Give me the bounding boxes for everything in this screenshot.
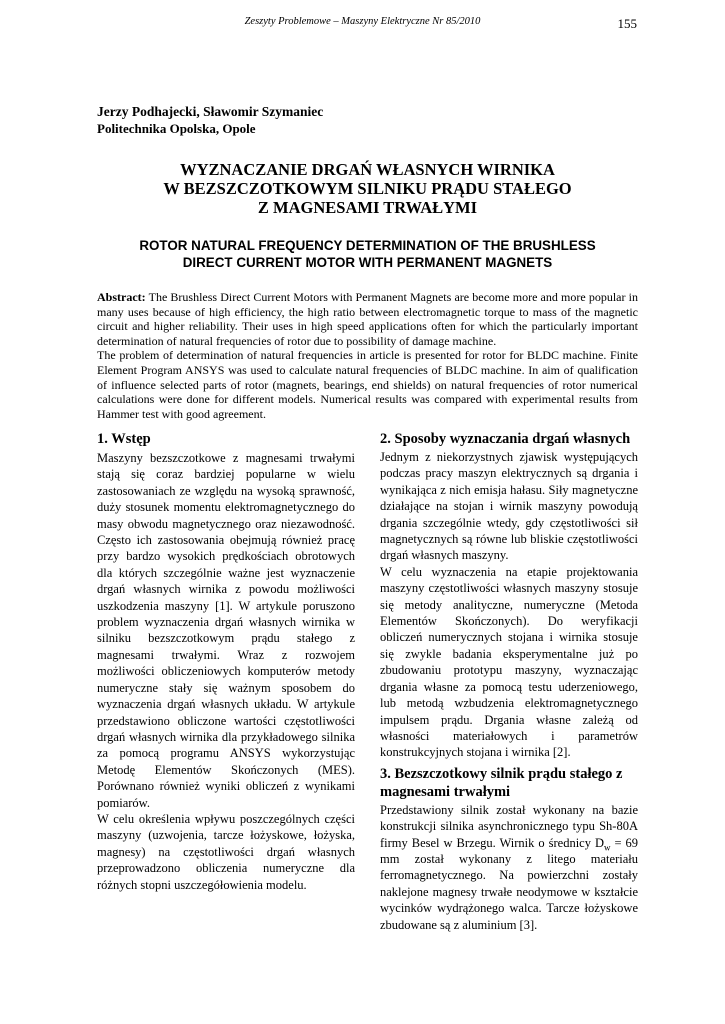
page-number: 155 bbox=[617, 16, 637, 31]
section-1-heading: 1. Wstęp bbox=[97, 431, 151, 447]
title-polish-line-2: W BEZSZCZOTKOWYM SILNIKU PRĄDU STAŁEGO bbox=[163, 179, 572, 198]
title-polish-line-1: WYZNACZANIE DRGAŃ WŁASNYCH WIRNIKA bbox=[180, 160, 555, 179]
section-1-paragraph-2: W celu określenia wpływu poszczególnych części maszyny (uzwojenia, tarcze łożyskowe, łożyska, magnesy) na częstotliwości drgań własnych przeprowadzono obliczenia numeryczne dla różnych stopni uszczegółowienia modelu. bbox=[97, 811, 355, 892]
section-1-paragraph-1: Maszyny bezszczotkowe z magnesami trwałymi stają się coraz bardziej popularne w wielu zastosowaniach ze względu na wysoką sprawność, duży stosunek momentu elektromagnetycznego do masy obwodu magnetycznego oraz niezawodność. Często ich zastosowania obejmują również pracę przy bardzo wysokich prędkościach obrotowych dla których szczególnie ważne jest wyznaczenie drgań własnych wirnika z powodu możliwości uszkodzenia maszyny [1]. W artykule poruszono problem wyznaczenia drgań własnych wirnika w silniku bezszczotkowym prądu stałego z magnesami trwałymi. Wraz z rozwojem możliwości obliczeniowych komputerów metody numeryczne stały się ważnym sposobem do wyznaczenia drgań własnych układu. W artykule przedstawiono obliczone wartości częstotliwości drgań własnych wirnika dla przykładowego silnika za pomocą programu ANSYS wykorzystując Metodę Elementów Skończonych (MES). Porównano również wyniki obliczeń z wynikami pomiarów. bbox=[97, 451, 355, 810]
abstract-label: Abstract: bbox=[97, 290, 146, 304]
right-column bbox=[380, 430, 638, 933]
title-english-line-2: DIRECT CURRENT MOTOR WITH PERMANENT MAGNETS bbox=[182, 255, 553, 270]
title-english bbox=[97, 237, 638, 271]
abstract-paragraph-1 bbox=[97, 290, 638, 348]
section-3-text-a: Przedstawiony silnik został wykonany na bazie konstrukcji silnika asynchronicznego typu Sh-80A firmy Besel w Brzegu. Wirnik o średnicy D bbox=[380, 802, 638, 850]
journal-header: Zeszyty Problemowe – Maszyny Elektryczne Nr 85/2010 bbox=[244, 16, 481, 27]
abstract-paragraph-2: The problem of determination of natural frequencies in article is presented for rotor for BLDC machine. Finite Element Program ANSYS was used to calculate natural frequencies of BLDC machine. In aim of qualification of influence selected parts of rotor (magnets, bearings, end shields) on natural frequencies of rotor numerical calculations were done for different models. Numerical results was compared with experimental results from Hammer test with good agreement. bbox=[97, 348, 638, 421]
affiliation: Politechnika Opolska, Opole bbox=[97, 121, 256, 136]
left-column bbox=[97, 430, 355, 893]
section-2-paragraph-2: W celu wyznaczenia na etapie projektowania maszyny częstotliwości własnych maszyny stosuje się metody analityczne, numeryczne (Metoda Elementów Skończonych). Do weryfikacji obliczeń numerycznych stojana i wirnika stosuje się zwykle badania eksperymentalne już po zbudowaniu prototypu maszyny, wyznaczając drgania własne za pomocą testu uderzeniowego, lub metodą wzbudzenia elektromagnetycznego impulsem prądu. Drgania własne zależą od własności materiałowych i parametrów konstrukcyjnych stojana i wirnika [2]. bbox=[380, 564, 638, 760]
abstract bbox=[97, 290, 638, 421]
title-polish bbox=[97, 160, 638, 217]
section-3-paragraph-1 bbox=[380, 802, 638, 933]
abstract-text-1: The Brushless Direct Current Motors with Permanent Magnets are become more and more popular in many uses because of high efficiency, the high ratio between electromagnetic torque to mass of the magnetic circuit and higher reliability. Their uses in high speed applications often for which the particularly important determination of natural frequencies of rotor due to possibility of damage machine. bbox=[97, 290, 638, 348]
title-polish-line-3: Z MAGNESAMI TRWAŁYMI bbox=[257, 198, 478, 217]
section-2-heading: 2. Sposoby wyznaczania drgań własnych bbox=[380, 431, 631, 447]
section-3-text-b: = 69 mm został wykonany z litego materiału ferromagnetycznego. Na powierzchni zostały naklejone magnesy trwałe neodymowe w kształcie wycinków wydrążonego walca. Tarcze łożyskowe zbudowane są z aluminium [3]. bbox=[380, 835, 638, 932]
title-english-line-1: ROTOR NATURAL FREQUENCY DETERMINATION OF THE BRUSHLESS bbox=[139, 238, 596, 253]
section-2-paragraph-1: Jednym z niekorzystnych zjawisk występujących podczas pracy maszyn elektrycznych są drgania i wynikająca z nich emisja hałasu. Siły magnetyczne działające na stojan i wirnik maszyny powodują drgania szczególnie wtedy, gdy częstotliwości sił magnetycznych są równe lub bliskie częstotliwości drgań własnych maszyny. bbox=[380, 450, 638, 563]
section-3-heading: 3. Bezszczotkowy silnik prądu stałego z magnesami trwałymi bbox=[380, 765, 623, 800]
diameter-subscript: w bbox=[603, 842, 611, 853]
authors: Jerzy Podhajecki, Sławomir Szymaniec bbox=[97, 104, 324, 119]
